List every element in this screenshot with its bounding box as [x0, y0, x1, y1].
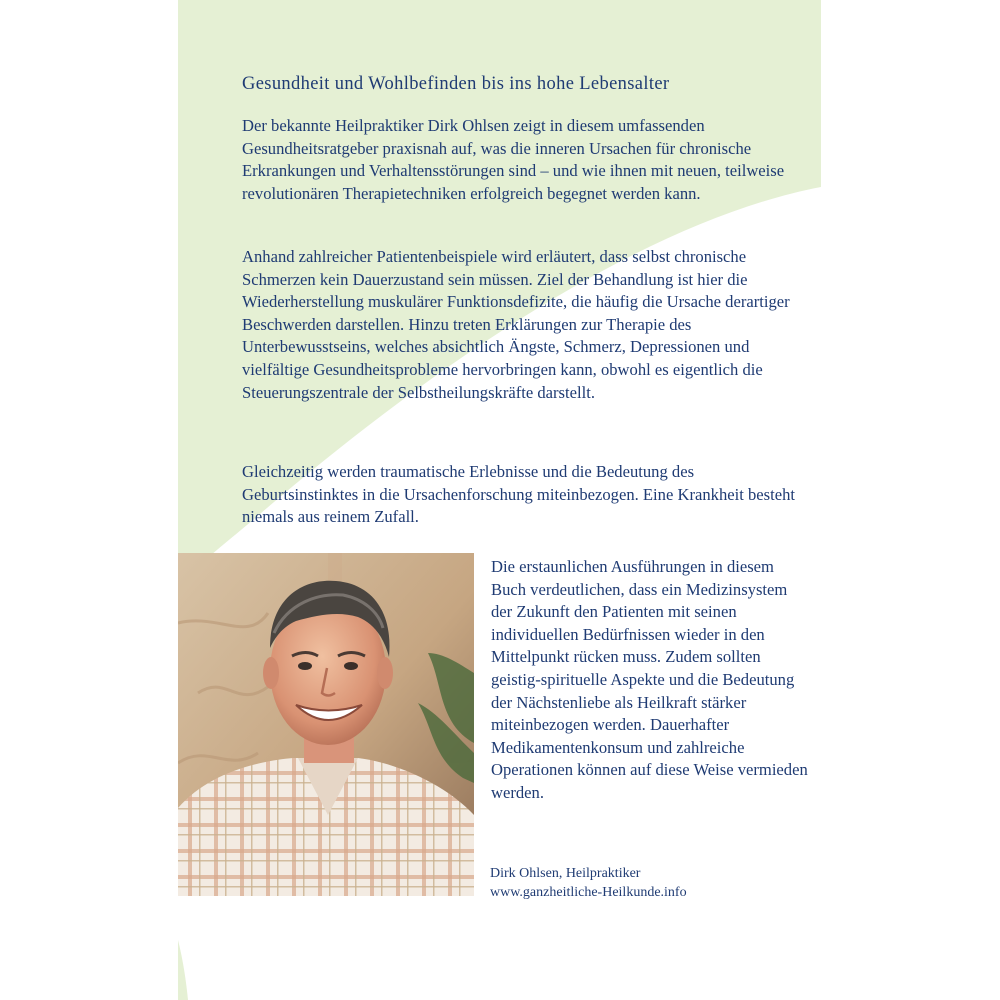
author-website: www.ganzheitliche-Heilkunde.info: [490, 885, 687, 900]
paragraph-future-medicine: Die erstaunlichen Ausführungen in diesem Buch verdeutlichen, dass ein Medizinsystem der Zukunft den Patienten mit seinen individuellen Bedürfnissen wieder in den Mittelpunkt rücken muss. Zudem sollten geistig-spirituelle Aspekte und die Bedeutung der Nächstenliebe als Heilkraft stärker miteinbezogen werden. Dauerhafter Medikamentenkonsum und zahlreiche Operationen können auf diese Weise vermieden werden.: [491, 557, 808, 802]
headline: Gesundheit und Wohlbefinden bis ins hohe Lebensalter: [242, 74, 670, 94]
paragraph-trauma: Gleichzeitig werden traumatische Erlebnisse und die Bedeutung des Geburtsinstinktes in die Ursachenforschung miteinbezogen. Eine Krankheit besteht niemals aus reinem Zufall.: [242, 462, 795, 527]
author-name: Dirk Ohlsen, Heilpraktiker: [490, 866, 641, 881]
paragraph-intro: Der bekannte Heilpraktiker Dirk Ohlsen zeigt in diesem umfassenden Gesundheitsratgeber praxisnah auf, was die inneren Ursachen für chronische Erkrankungen und Verhaltensstörungen sind – und wie ihnen mit neuen, teilweise revolutionären Therapietechniken erfolgreich begegnet werden kann.: [242, 116, 785, 203]
paragraph-patient-examples: Anhand zahlreicher Patientenbeispiele wird erläutert, dass selbst chronische Schmerzen kein Dauerzustand sein müssen. Ziel der Behandlung ist hier die Wiederherstellung muskulärer Funktionsdefizite, die häufig die Ursache derartiger Beschwerden darstellen. Hinzu treten Erklärungen zur Therapie des Unterbewusstseins, welches absichtlich Ängste, Schmerz, Depressionen und vielfältige Gesundheitsprobleme hervorbringen kann, obwohl es eigentlich die Steuerungszentrale der Selbstheilungskräfte darstellt.: [242, 247, 790, 402]
author-portrait-photo: [178, 553, 474, 896]
author-signature: [490, 864, 810, 902]
book-back-cover: [178, 0, 821, 1000]
